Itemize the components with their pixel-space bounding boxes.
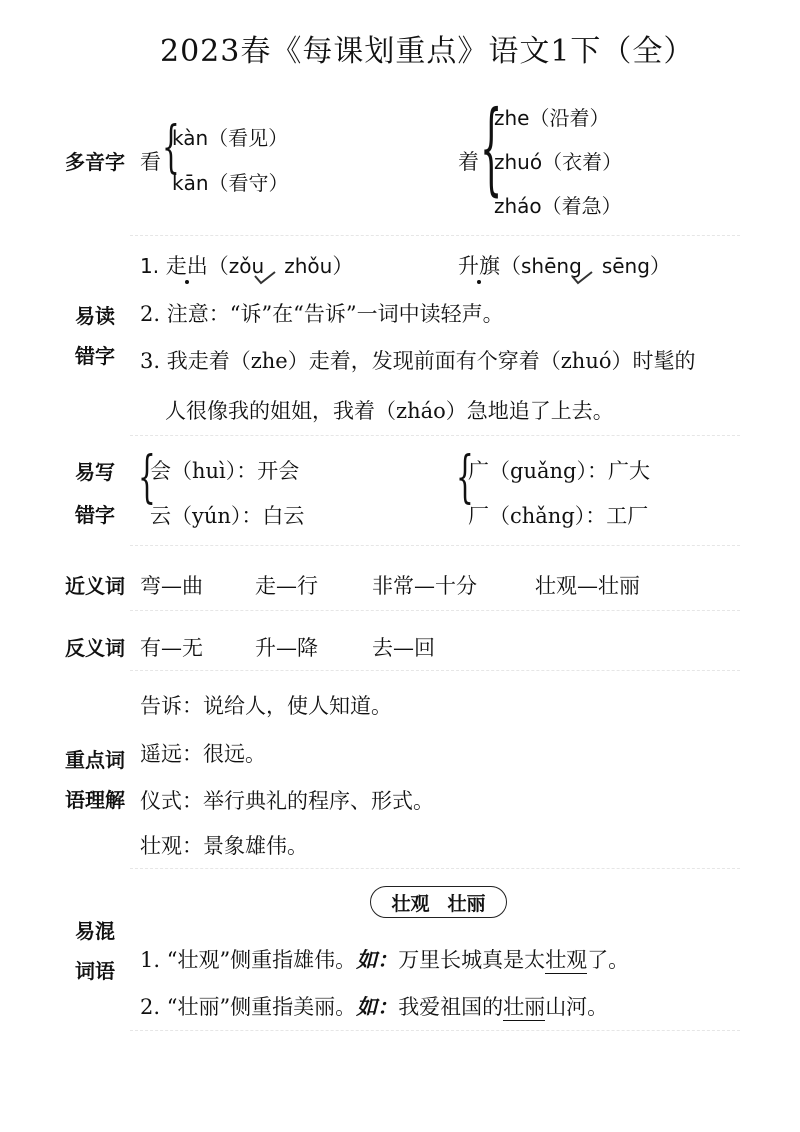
antonym-pair: 升—降: [255, 636, 318, 660]
keywords-label-2: 语理解: [65, 788, 125, 812]
brace-icon: {: [138, 445, 156, 510]
polyphonic-kan-1: kàn（看见）: [172, 126, 289, 150]
synonym-pair: 壮观—壮丽: [535, 574, 640, 598]
check-icon: [253, 270, 277, 286]
misread-item-1b: 升旗（shēng sēng）: [458, 254, 671, 278]
misread-item-3-cont: 人很像我的姐姐，我着（zháo）急地追了上去。: [165, 399, 614, 423]
check-icon: [570, 270, 594, 286]
synonyms-label: 近义词: [65, 574, 125, 598]
antonyms-label: 反义词: [65, 636, 125, 660]
brace-icon: {: [162, 115, 180, 180]
pill-word-a: 壮观: [391, 892, 430, 915]
miswritten-label-2: 错字: [75, 503, 115, 527]
antonym-pair: 去—回: [372, 636, 435, 660]
confusable-line-2: 2. “壮丽”侧重指美丽。如：我爱祖国的壮丽山河。: [140, 994, 609, 1019]
divider: [130, 435, 740, 436]
misread-item-3: 3. 我走着（zhe）走着，发现前面有个穿着（zhuó）时髦的: [140, 349, 696, 373]
misread-label-1: 易读: [75, 304, 115, 328]
polyphonic-zhe-1: zhe（沿着）: [494, 106, 610, 130]
polyphonic-zhe-2: zhuó（衣着）: [494, 150, 623, 174]
confusable-label-1: 易混: [75, 919, 115, 943]
divider: [130, 235, 740, 236]
misread-item-2: 2. 注意：“诉”在“告诉”一词中读轻声。: [140, 302, 504, 326]
polyphonic-char-kan: 看: [140, 150, 161, 174]
miswritten-right-2: 厂（chǎng）：工厂: [468, 504, 649, 528]
divider: [130, 868, 740, 869]
polyphonic-label: 多音字: [65, 150, 125, 174]
keyword-item: 仪式：举行典礼的程序、形式。: [140, 789, 434, 813]
keyword-item: 遥远：很远。: [140, 742, 266, 766]
misread-label-2: 错字: [75, 344, 115, 368]
pill-word-b: 壮丽: [447, 892, 486, 915]
polyphonic-kan-2: kān（看守）: [172, 171, 289, 195]
confusable-label-2: 词语: [75, 959, 115, 983]
synonym-pair: 弯—曲: [140, 574, 203, 598]
antonym-pair: 有—无: [140, 636, 203, 660]
confusable-pill: [370, 886, 507, 918]
brace-icon: {: [480, 89, 503, 206]
divider: [130, 670, 740, 671]
synonym-pair: 非常—十分: [372, 574, 477, 598]
keyword-item: 告诉：说给人，使人知道。: [140, 694, 392, 718]
page-title: 2023春《每课划重点》语文1下（全）: [160, 34, 695, 69]
divider: [130, 545, 740, 546]
miswritten-right-1: 广（guǎng）：广大: [468, 459, 650, 483]
miswritten-label-1: 易写: [75, 460, 115, 484]
brace-icon: {: [456, 445, 474, 510]
divider: [130, 1030, 740, 1031]
divider: [130, 610, 740, 611]
misread-item-1: 1. 走出（zǒu zhǒu）: [140, 254, 354, 278]
polyphonic-char-zhe: 着: [458, 150, 479, 174]
keyword-item: 壮观：景象雄伟。: [140, 834, 308, 858]
synonym-pair: 走—行: [255, 574, 318, 598]
polyphonic-zhe-3: zháo（着急）: [494, 194, 622, 218]
miswritten-left-2: 云（yún）：白云: [150, 504, 305, 528]
miswritten-left-1: 会（huì）：开会: [150, 459, 300, 483]
keywords-label-1: 重点词: [65, 748, 125, 772]
confusable-line-1: 1. “壮观”侧重指雄伟。如：万里长城真是太壮观了。: [140, 947, 630, 972]
